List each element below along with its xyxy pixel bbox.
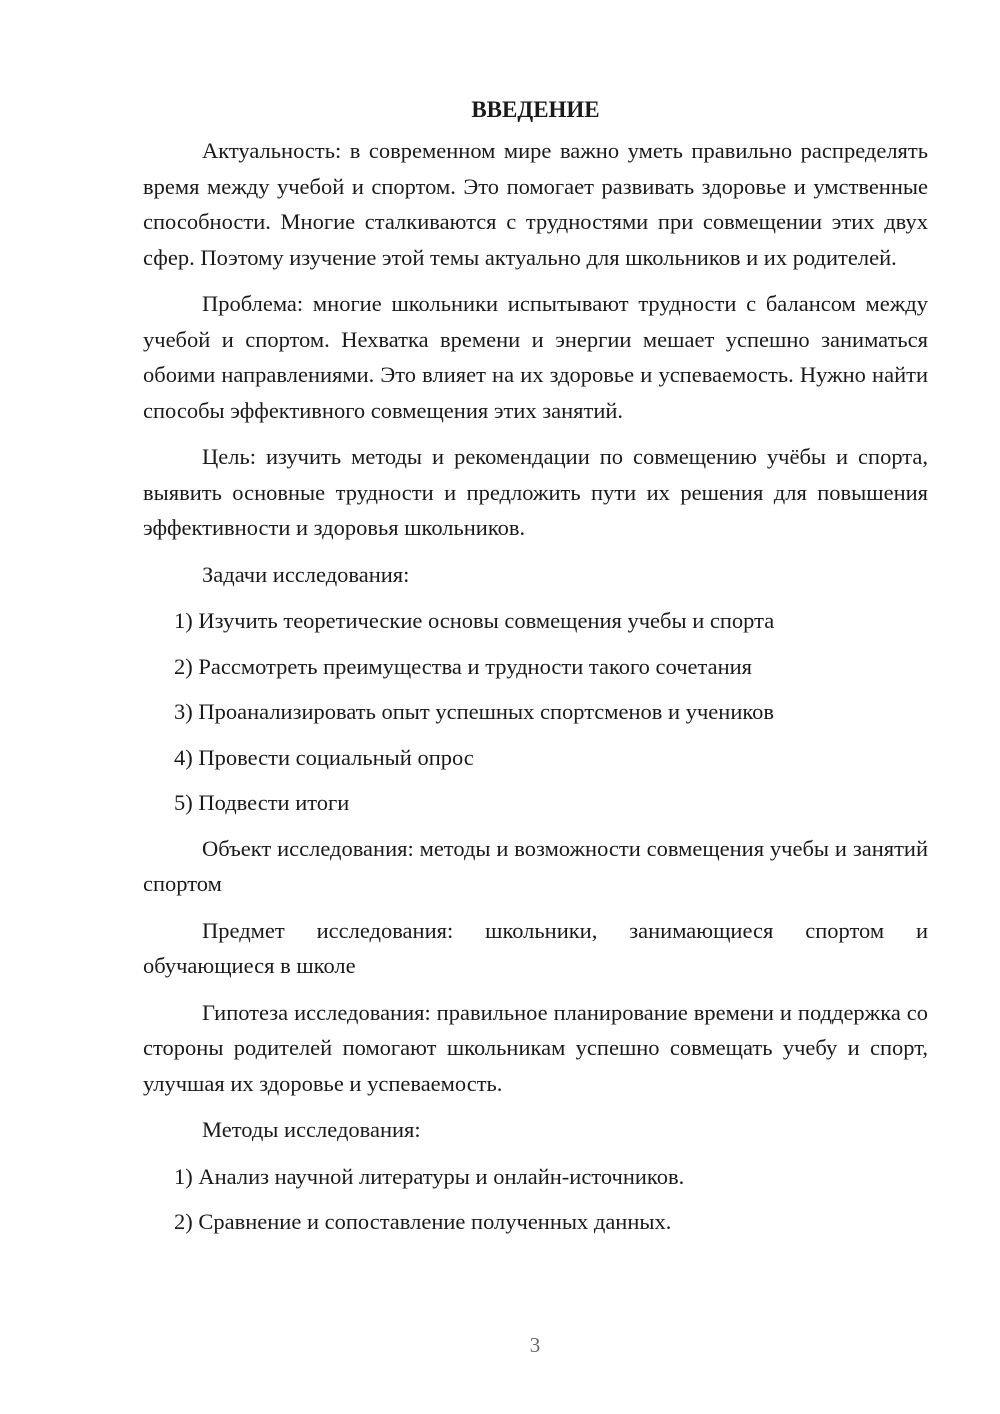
methods-heading: Методы исследования: <box>202 1117 421 1142</box>
methods-list <box>143 1159 928 1240</box>
page-number: 3 <box>529 1333 541 1357</box>
method-item: 2) Сравнение и сопоставление полученных данных. <box>174 1209 672 1234</box>
problem-paragraph: Проблема: многие школьники испытывают трудности с балансом между учебой и спортом. Нехватка времени и энергии мешает успешно заниматься обоими направлениями. Это влияет на их здоровье и успеваемость. Нужно найти способы эффективного совмещения этих занятий. <box>143 291 928 423</box>
task-item: 1) Изучить теоретические основы совмещения учебы и спорта <box>174 608 775 633</box>
tasks-heading: Задачи исследования: <box>202 561 410 587</box>
task-item: 5) Подвести итоги <box>174 790 350 815</box>
goal-paragraph: Цель: изучить методы и рекомендации по совмещению учёбы и спорта, выявить основные трудности и предложить пути их решения для повышения эффективности и здоровья школьников. <box>143 444 928 540</box>
hypothesis-paragraph: Гипотеза исследования: правильное планирование времени и поддержка со стороны родителей помогают школьникам успешно совмещать учебу и спорт, улучшая их здоровье и успеваемость. <box>143 999 928 1096</box>
subject-paragraph: Предмет исследования: школьники, занимающиеся спортом и обучающиеся в школе <box>143 917 928 978</box>
section-heading: ВВЕДЕНИЕ <box>471 97 600 122</box>
object-paragraph: Объект исследования: методы и возможности совмещения учебы и занятий спортом <box>143 835 928 896</box>
task-item: 4) Провести социальный опрос <box>174 744 474 770</box>
tasks-list <box>143 603 928 821</box>
task-item: 3) Проанализировать опыт успешных спортсменов и учеников <box>174 699 775 724</box>
relevance-paragraph: Актуальность: в современном мире важно уметь правильно распределять время между учебой и спортом. Это помогает развивать здоровье и умственные способности. Многие сталкиваются с трудностями при совмещении этих двух сфер. Поэтому изучение этой темы актуально для школьников и их родителей. <box>143 138 928 270</box>
document-page <box>143 92 928 1250</box>
method-item: 1) Анализ научной литературы и онлайн-источников. <box>174 1163 685 1189</box>
task-item: 2) Рассмотреть преимущества и трудности такого сочетания <box>174 653 753 679</box>
